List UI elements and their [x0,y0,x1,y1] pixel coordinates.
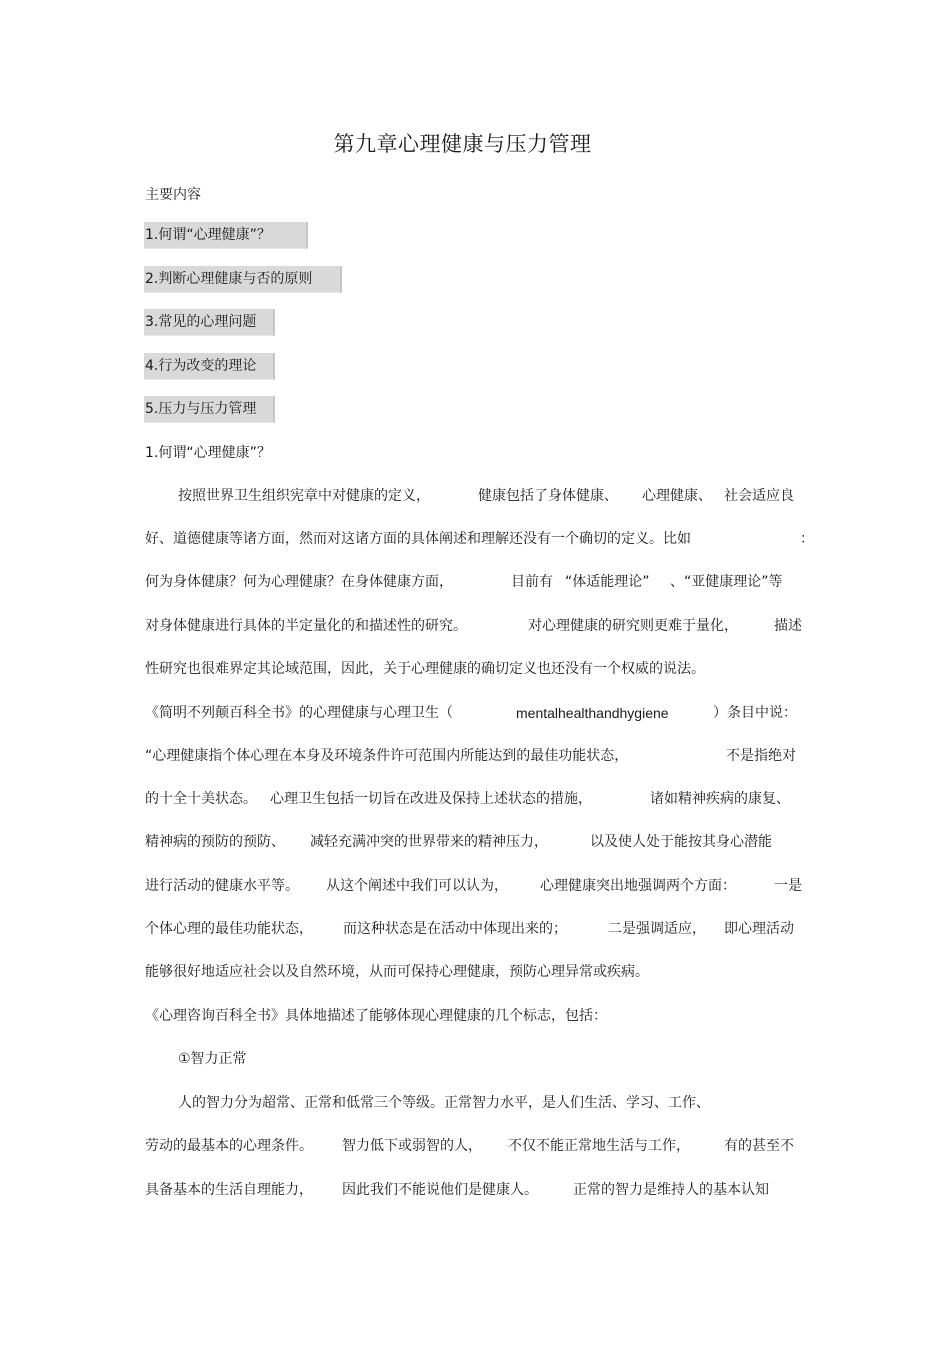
toc-item-3[interactable]: 3.常见的心理问题 [144,309,275,336]
toc-item-1[interactable]: 1.何谓“心理健康”？ [144,222,308,249]
text-run: 心理卫生包括一切旨在改进及保持上述状态的措施， [270,791,592,807]
text-run: 能够很好地适应社会以及自然环境，从而可保持心理健康，预防心理异常或疾病。 [145,964,649,980]
text-run: 不是指绝对 [726,748,796,764]
text-run: 诸如精神疾病的康复、 [650,791,790,807]
text-run: 对心理健康的研究则更难于量化， [528,618,738,634]
text-run: “体适能理论” [565,574,650,590]
text-run: 《简明不列颠百科全书》的心理健康与心理卫生（ [145,705,453,721]
text-run: 社会适应良 [724,488,794,504]
text-run: 个体心理的最佳功能状态， [145,921,313,937]
toc-item-2[interactable]: 2.判断心理健康与否的原则 [144,266,342,293]
text-run: 按照世界卫生组织宪章中对健康的定义， [178,488,430,504]
text-run: 即心理活动 [724,921,794,937]
section-heading: 1.何谓“心理健康”？ [145,445,271,461]
page-title: 第九章心理健康与压力管理 [333,132,592,156]
text-run: 具备基本的生活自理能力， [145,1182,313,1198]
list-item-intelligence: ①智力正常 [178,1051,247,1067]
text-run: 性研究也很难界定其论域范围，因此，关于心理健康的确切定义也还没有一个权威的说法。 [145,661,705,677]
text-run: 不仅不能正常地生活与工作， [508,1138,690,1154]
text-run: 正常的智力是维持人的基本认知 [573,1182,769,1198]
text-run: 何为身体健康？何为心理健康？在身体健康方面， [145,574,453,590]
text-run: 心理健康、 [642,488,712,504]
text-run: 因此我们不能说他们是健康人。 [342,1182,538,1198]
contents-heading: 主要内容 [145,187,201,203]
text-run: 而这种状态是在活动中体现出来的； [343,921,567,937]
text-run: 健康包括了身体健康、 [478,488,618,504]
text-run: 好、道德健康等诸方面，然而对这诸方面的具体阐述和理解还没有一个确切的定义。比如 [145,531,691,547]
text-run: 智力低下或弱智的人， [342,1138,482,1154]
text-run: 有的甚至不 [724,1138,794,1154]
text-run: “心理健康指个体心理在本身及环境条件许可范围内所能达到的最佳功能状态， [145,748,629,764]
text-run: 减轻充满冲突的世界带来的精神压力， [310,834,548,850]
text-run: ： [800,531,814,547]
toc-item-5[interactable]: 5.压力与压力管理 [144,396,275,423]
text-run: 对身体健康进行具体的半定量化的和描述性的研究。 [145,618,467,634]
text-run: 人的智力分为超常、正常和低常三个等级。正常智力水平，是人们生活、学习、工作、 [178,1095,710,1111]
text-run: 以及使人处于能按其身心潜能 [590,834,772,850]
text-run: 、“亚健康理论”等 [670,574,783,590]
toc-item-4[interactable]: 4.行为改变的理论 [144,353,275,380]
text-run: 心理健康突出地强调两个方面： [540,878,736,894]
text-run: 二是强调适应， [608,921,706,937]
text-run: 描述 [774,618,802,634]
text-run: 一是 [774,878,802,894]
text-run: ）条目中说： [713,705,797,721]
text-run: 精神病的预防的预防、 [145,834,285,850]
text-run-english: mentalhealthandhygiene [516,705,669,721]
text-run: 目前有 [511,574,553,590]
paragraph-3: 《心理咨询百科全书》具体地描述了能够体现心理健康的几个标志，包括： [145,1008,607,1024]
text-run: 劳动的最基本的心理条件。 [145,1138,313,1154]
text-run: 进行活动的健康水平等。 [145,878,299,894]
text-run: 从这个阐述中我们可以认为， [326,878,508,894]
text-run: 的十全十美状态。 [145,791,257,807]
